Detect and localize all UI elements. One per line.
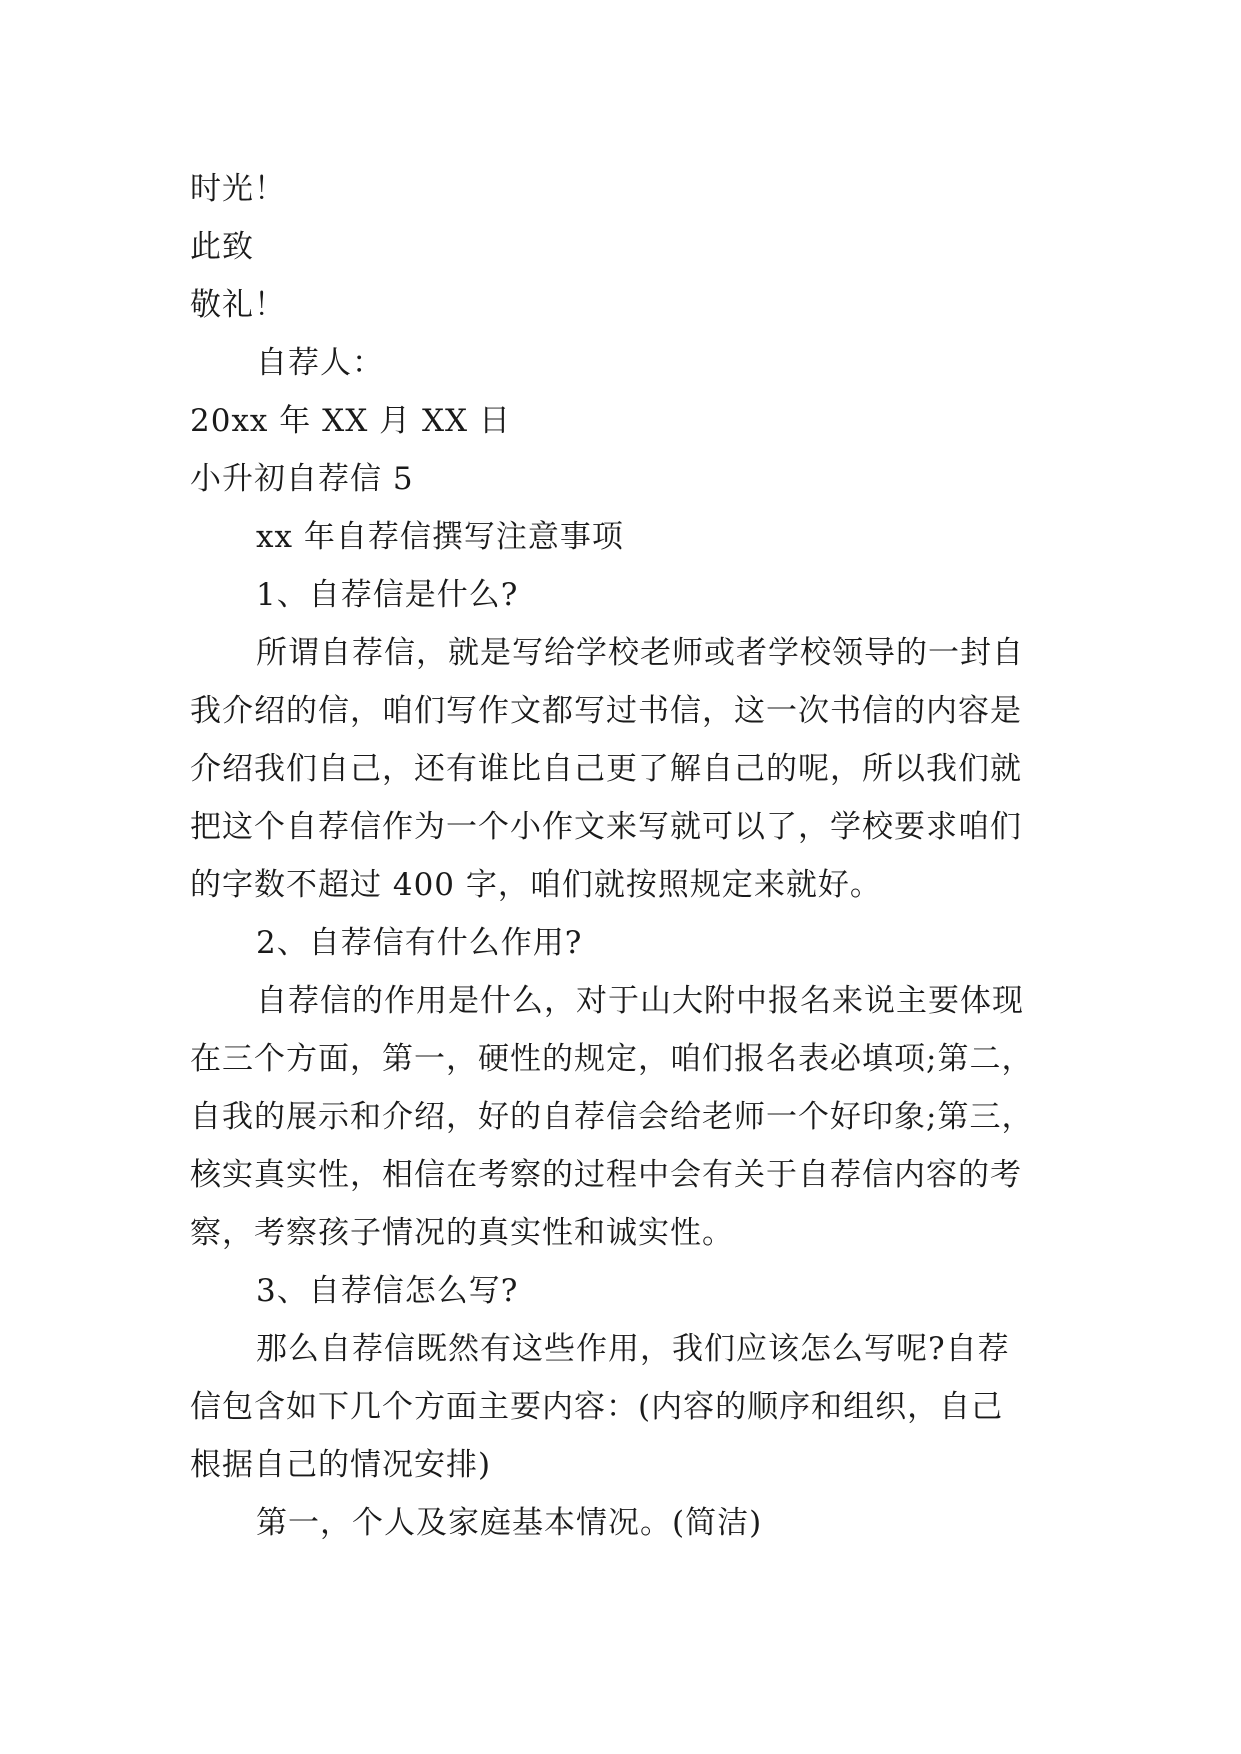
question-3: 3、自荐信怎么写? <box>256 1273 519 1309</box>
paragraph-2 <box>190 972 1070 1262</box>
subtitle: xx 年自荐信撰写注意事项 <box>256 519 624 555</box>
paragraph-line: 介绍我们自己，还有谁比自己更了解自己的呢，所以我们就 <box>190 751 1022 787</box>
question-1: 1、自荐信是什么? <box>256 577 519 613</box>
paragraph-line: 察，考察孩子情况的真实性和诚实性。 <box>190 1215 734 1251</box>
paragraph-4: 第一，个人及家庭基本情况。(简洁) <box>256 1505 763 1541</box>
paragraph-1 <box>190 624 1070 914</box>
signer-label: 自荐人： <box>256 345 384 381</box>
paragraph-line: 的字数不超过 400 字，咱们就按照规定来就好。 <box>190 867 882 903</box>
paragraph-line: 把这个自荐信作为一个小作文来写就可以了，学校要求咱们 <box>190 809 1022 845</box>
paragraph-line: 信包含如下几个方面主要内容：(内容的顺序和组织，自己 <box>190 1389 1004 1425</box>
paragraph-line: 在三个方面，第一，硬性的规定，咱们报名表必填项;第二， <box>190 1041 1034 1077</box>
document-body <box>190 160 1070 1552</box>
paragraph-line: 所谓自荐信，就是写给学校老师或者学校领导的一封自 <box>256 635 1024 671</box>
section-title: 小升初自荐信 5 <box>190 461 414 497</box>
paragraph-line: 我介绍的信，咱们写作文都写过书信，这一次书信的内容是 <box>190 693 1022 729</box>
paragraph-line: 根据自己的情况安排) <box>190 1447 492 1483</box>
date-line: 20xx 年 XX 月 XX 日 <box>190 403 511 439</box>
question-2: 2、自荐信有什么作用? <box>256 925 583 961</box>
closing-line: 时光！ <box>190 171 286 207</box>
paragraph-line: 自我的展示和介绍，好的自荐信会给老师一个好印象;第三， <box>190 1099 1034 1135</box>
paragraph-line: 核实真实性，相信在考察的过程中会有关于自荐信内容的考 <box>190 1157 1022 1193</box>
salutation-to: 此致 <box>190 229 254 265</box>
salutation-respect: 敬礼！ <box>190 287 286 323</box>
paragraph-3 <box>190 1320 1070 1494</box>
paragraph-line: 自荐信的作用是什么，对于山大附中报名来说主要体现 <box>256 983 1024 1019</box>
paragraph-line: 那么自荐信既然有这些作用，我们应该怎么写呢?自荐 <box>256 1331 1010 1367</box>
